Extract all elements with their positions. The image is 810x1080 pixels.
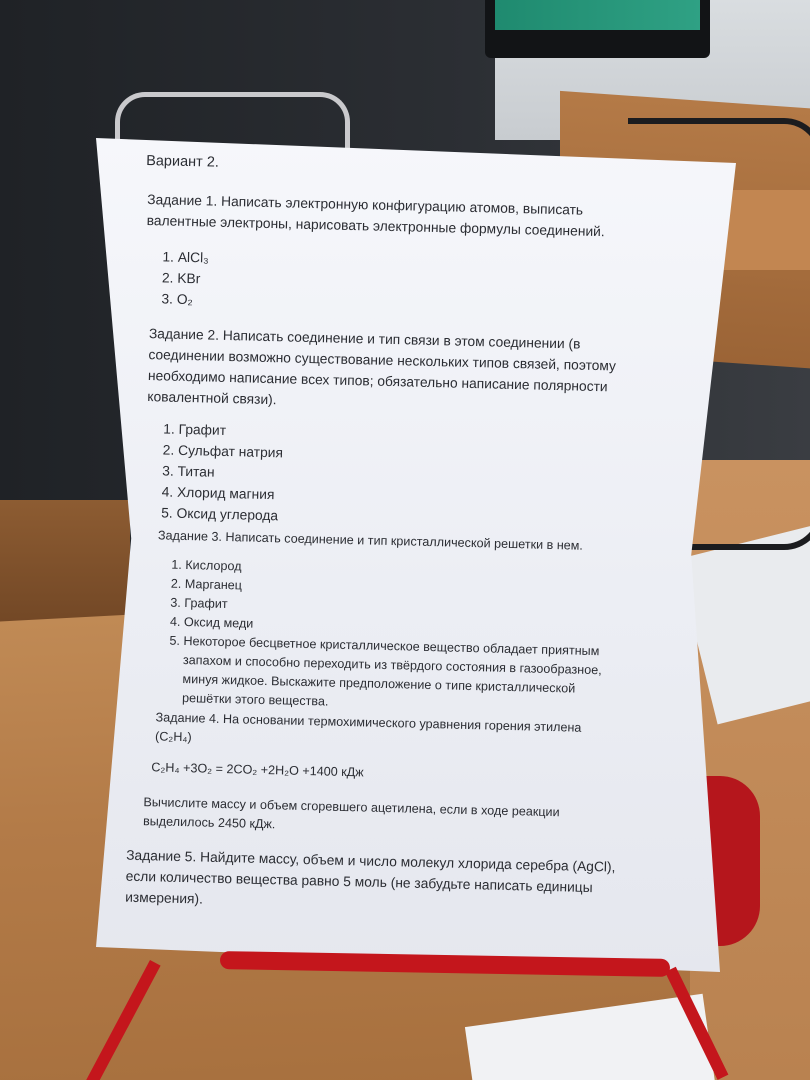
task5-heading: Задание 5. Найдите массу, объем и число молекул хлорида серебра (AgCl), если количество вещества равно 5 моль (не забудьте написать единицы измерения). <box>124 847 616 907</box>
task4-heading: Задание 4. На основании термохимического уравнения горения этилена (C₂H₄) <box>154 710 582 745</box>
list-item: 2. KBr <box>177 268 208 290</box>
list-item: 2. Марганец <box>185 575 625 605</box>
task3-list <box>156 555 626 718</box>
list-item: 5. Некоторое бесцветное кристаллическое вещество обладает приятным запахом и способно переходить из твёрдого состояния в газообразное, минуя жидкое. Выскажите предположение о типе кристаллической решётки этого вещества. <box>182 632 624 719</box>
task1-heading: Задание 1. Написать электронную конфигурацию атомов, выписать валентные электроны, нарисовать электронные формулы соединений. <box>146 191 605 240</box>
list-item: 4. Хлорид магния <box>177 482 282 506</box>
list-item: 1. AlCl₃ <box>178 247 209 269</box>
list-item: 2. Сульфат натрия <box>178 440 283 464</box>
list-item: 1. Графит <box>178 419 283 443</box>
task4-equation: C₂H₄ +3O₂ = 2CO₂ +2H₂O +1400 кДж <box>151 760 364 780</box>
task2-heading: Задание 2. Написать соединение и тип связи в этом соединении (в соединении возможно существование нескольких типов связей, поэтому необходимо написание всех типов; обязательно написание полярности ковалентной связи). <box>147 326 617 408</box>
variant-title: Вариант 2. <box>145 152 220 171</box>
list-item: 1. Кислород <box>185 556 625 586</box>
list-item: 4. Оксид меди <box>184 613 624 643</box>
task4-question: Вычислите массу и объем сгоревшего ацетилена, если в ходе реакции выделилось 2450 кДж. <box>142 795 560 832</box>
task3-heading: Задание 3. Написать соединение и тип кристаллической решетки в нем. <box>157 528 584 553</box>
task2-list <box>150 418 283 526</box>
task1-list <box>151 246 209 310</box>
list-item: 3. O₂ <box>177 289 208 311</box>
list-item: 5. Оксид углерода <box>176 503 281 527</box>
list-item: 3. Титан <box>177 461 282 485</box>
list-item: 3. Графит <box>184 594 624 624</box>
